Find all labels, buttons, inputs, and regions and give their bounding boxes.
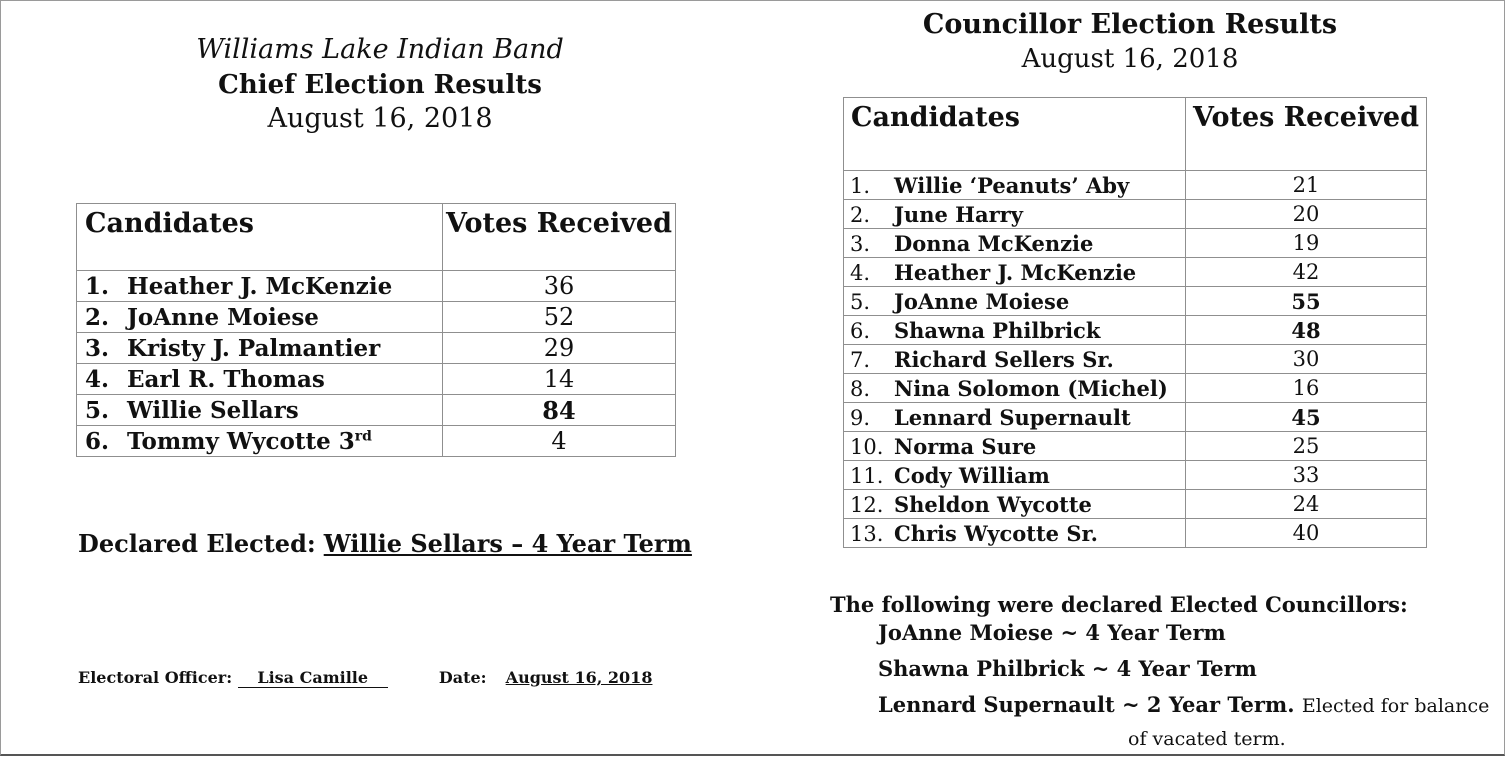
votes-cell: 19 (1186, 229, 1427, 258)
councillor-results-title: Councillor Election Results (922, 9, 1338, 40)
table-row (77, 395, 676, 426)
table-row (844, 490, 1427, 519)
header-votes-received: Votes Received (443, 204, 676, 271)
candidate-cell (844, 490, 1186, 519)
candidate-cell (77, 426, 443, 457)
officer-label: Electoral Officer: (78, 668, 233, 687)
table-row (844, 171, 1427, 200)
candidate-name: JoAnne Moiese (894, 288, 1070, 314)
elected-councillor-3-text: Lennard Supernault ~ 2 Year Term. (878, 692, 1295, 717)
row-number: 6. (85, 427, 110, 455)
candidate-name: Kristy J. Palmantier (127, 334, 381, 362)
candidate-name: Heather J. McKenzie (127, 272, 393, 300)
table-row (844, 519, 1427, 548)
candidate-cell (77, 271, 443, 302)
candidate-name: Willie ‘Peanuts’ Aby (894, 172, 1130, 198)
table-row (844, 403, 1427, 432)
candidate-cell (844, 229, 1186, 258)
candidate-cell (77, 333, 443, 364)
candidate-cell (844, 345, 1186, 374)
votes-cell: 48 (1186, 316, 1427, 345)
row-number: 6. (850, 318, 871, 343)
band-name: Williams Lake Indian Band (196, 34, 564, 65)
votes-cell: 14 (443, 364, 676, 395)
row-number: 12. (850, 492, 884, 517)
votes-cell: 20 (1186, 200, 1427, 229)
officer-name: Lisa Camille (238, 668, 388, 688)
table-row (844, 200, 1427, 229)
chief-results-table (76, 203, 676, 457)
votes-cell: 33 (1186, 461, 1427, 490)
date-value: August 16, 2018 (505, 668, 653, 687)
candidate-cell (77, 395, 443, 426)
electoral-officer-line (78, 668, 672, 688)
table-row (77, 302, 676, 333)
candidate-name: Donna McKenzie (894, 230, 1094, 256)
votes-cell: 84 (443, 395, 676, 426)
candidate-name: Norma Sure (894, 433, 1037, 459)
chief-results-date: August 16, 2018 (267, 103, 493, 134)
votes-cell: 29 (443, 333, 676, 364)
row-number: 4. (85, 365, 110, 393)
row-number: 9. (850, 405, 871, 430)
candidate-name: Earl R. Thomas (127, 365, 325, 393)
ordinal-suffix: rd (354, 427, 372, 444)
declared-elected (78, 529, 692, 558)
elected-councillor-1: JoAnne Moiese ~ 4 Year Term (878, 620, 1226, 645)
candidate-cell (77, 364, 443, 395)
candidate-cell (844, 316, 1186, 345)
table-row (844, 287, 1427, 316)
row-number: 1. (85, 272, 110, 300)
row-number: 4. (850, 260, 871, 285)
chief-results-title: Chief Election Results (218, 70, 542, 100)
votes-cell: 52 (443, 302, 676, 333)
table-row (77, 364, 676, 395)
row-number: 2. (85, 303, 110, 331)
candidate-name: Shawna Philbrick (894, 317, 1101, 343)
candidate-cell (77, 302, 443, 333)
votes-cell: 55 (1186, 287, 1427, 316)
elected-councillors-heading: The following were declared Elected Councillors: (830, 592, 1408, 617)
row-number: 2. (850, 202, 871, 227)
row-number: 1. (850, 173, 871, 198)
date-label: Date: (438, 668, 487, 687)
row-number: 11. (850, 463, 884, 488)
elected-councillor-3 (878, 692, 1489, 717)
row-number: 10. (850, 434, 884, 459)
votes-cell: 16 (1186, 374, 1427, 403)
votes-cell: 4 (443, 426, 676, 457)
row-number: 13. (850, 521, 884, 546)
elected-note-continued: of vacated term. (1128, 728, 1286, 750)
candidate-name: Richard Sellers Sr. (894, 346, 1114, 372)
candidate-name: Chris Wycotte Sr. (894, 520, 1098, 546)
candidate-name: JoAnne Moiese (127, 303, 319, 331)
candidate-cell (844, 519, 1186, 548)
votes-cell: 45 (1186, 403, 1427, 432)
councillor-results-table (843, 97, 1427, 548)
votes-cell: 24 (1186, 490, 1427, 519)
votes-cell: 25 (1186, 432, 1427, 461)
table-row (77, 426, 676, 457)
votes-cell: 42 (1186, 258, 1427, 287)
table-row (844, 229, 1427, 258)
candidate-cell (844, 432, 1186, 461)
candidate-name: Sheldon Wycotte (894, 491, 1092, 517)
row-number: 5. (85, 396, 110, 424)
candidate-name: Lennard Supernault (894, 404, 1131, 430)
row-number: 8. (850, 376, 871, 401)
candidate-cell (844, 461, 1186, 490)
header-votes-received: Votes Received (1186, 98, 1427, 171)
row-number: 7. (850, 347, 871, 372)
votes-cell: 40 (1186, 519, 1427, 548)
councillor-results-date: August 16, 2018 (1021, 44, 1239, 74)
candidate-name: Willie Sellars (127, 396, 299, 424)
votes-cell: 30 (1186, 345, 1427, 374)
candidate-cell (844, 258, 1186, 287)
elected-note: Elected for balance (1301, 695, 1490, 717)
table-row (844, 461, 1427, 490)
candidate-cell (844, 374, 1186, 403)
candidate-cell (844, 403, 1186, 432)
declared-label: Declared Elected: (78, 529, 316, 558)
table-row (77, 271, 676, 302)
candidate-name: Heather J. McKenzie (894, 259, 1137, 285)
candidate-cell (844, 171, 1186, 200)
table-row (844, 432, 1427, 461)
candidate-cell (844, 200, 1186, 229)
candidate-name: June Harry (894, 201, 1023, 227)
candidate-name: Nina Solomon (Michel) (894, 375, 1168, 401)
table-header-row (844, 98, 1427, 171)
row-number: 5. (850, 289, 871, 314)
candidate-name: Tommy Wycotte 3 (127, 427, 355, 455)
row-number: 3. (85, 334, 110, 362)
header-candidates: Candidates (844, 98, 1186, 171)
table-row (844, 345, 1427, 374)
candidate-cell (844, 287, 1186, 316)
table-row (77, 333, 676, 364)
votes-cell: 36 (443, 271, 676, 302)
elected-councillor-2: Shawna Philbrick ~ 4 Year Term (878, 656, 1257, 681)
table-header-row (77, 204, 676, 271)
row-number: 3. (850, 231, 871, 256)
declared-value: Willie Sellars – 4 Year Term (323, 529, 692, 558)
table-row (844, 374, 1427, 403)
votes-cell: 21 (1186, 171, 1427, 200)
candidate-name: Cody William (894, 462, 1050, 488)
table-row (844, 258, 1427, 287)
table-row (844, 316, 1427, 345)
header-candidates: Candidates (77, 204, 443, 271)
